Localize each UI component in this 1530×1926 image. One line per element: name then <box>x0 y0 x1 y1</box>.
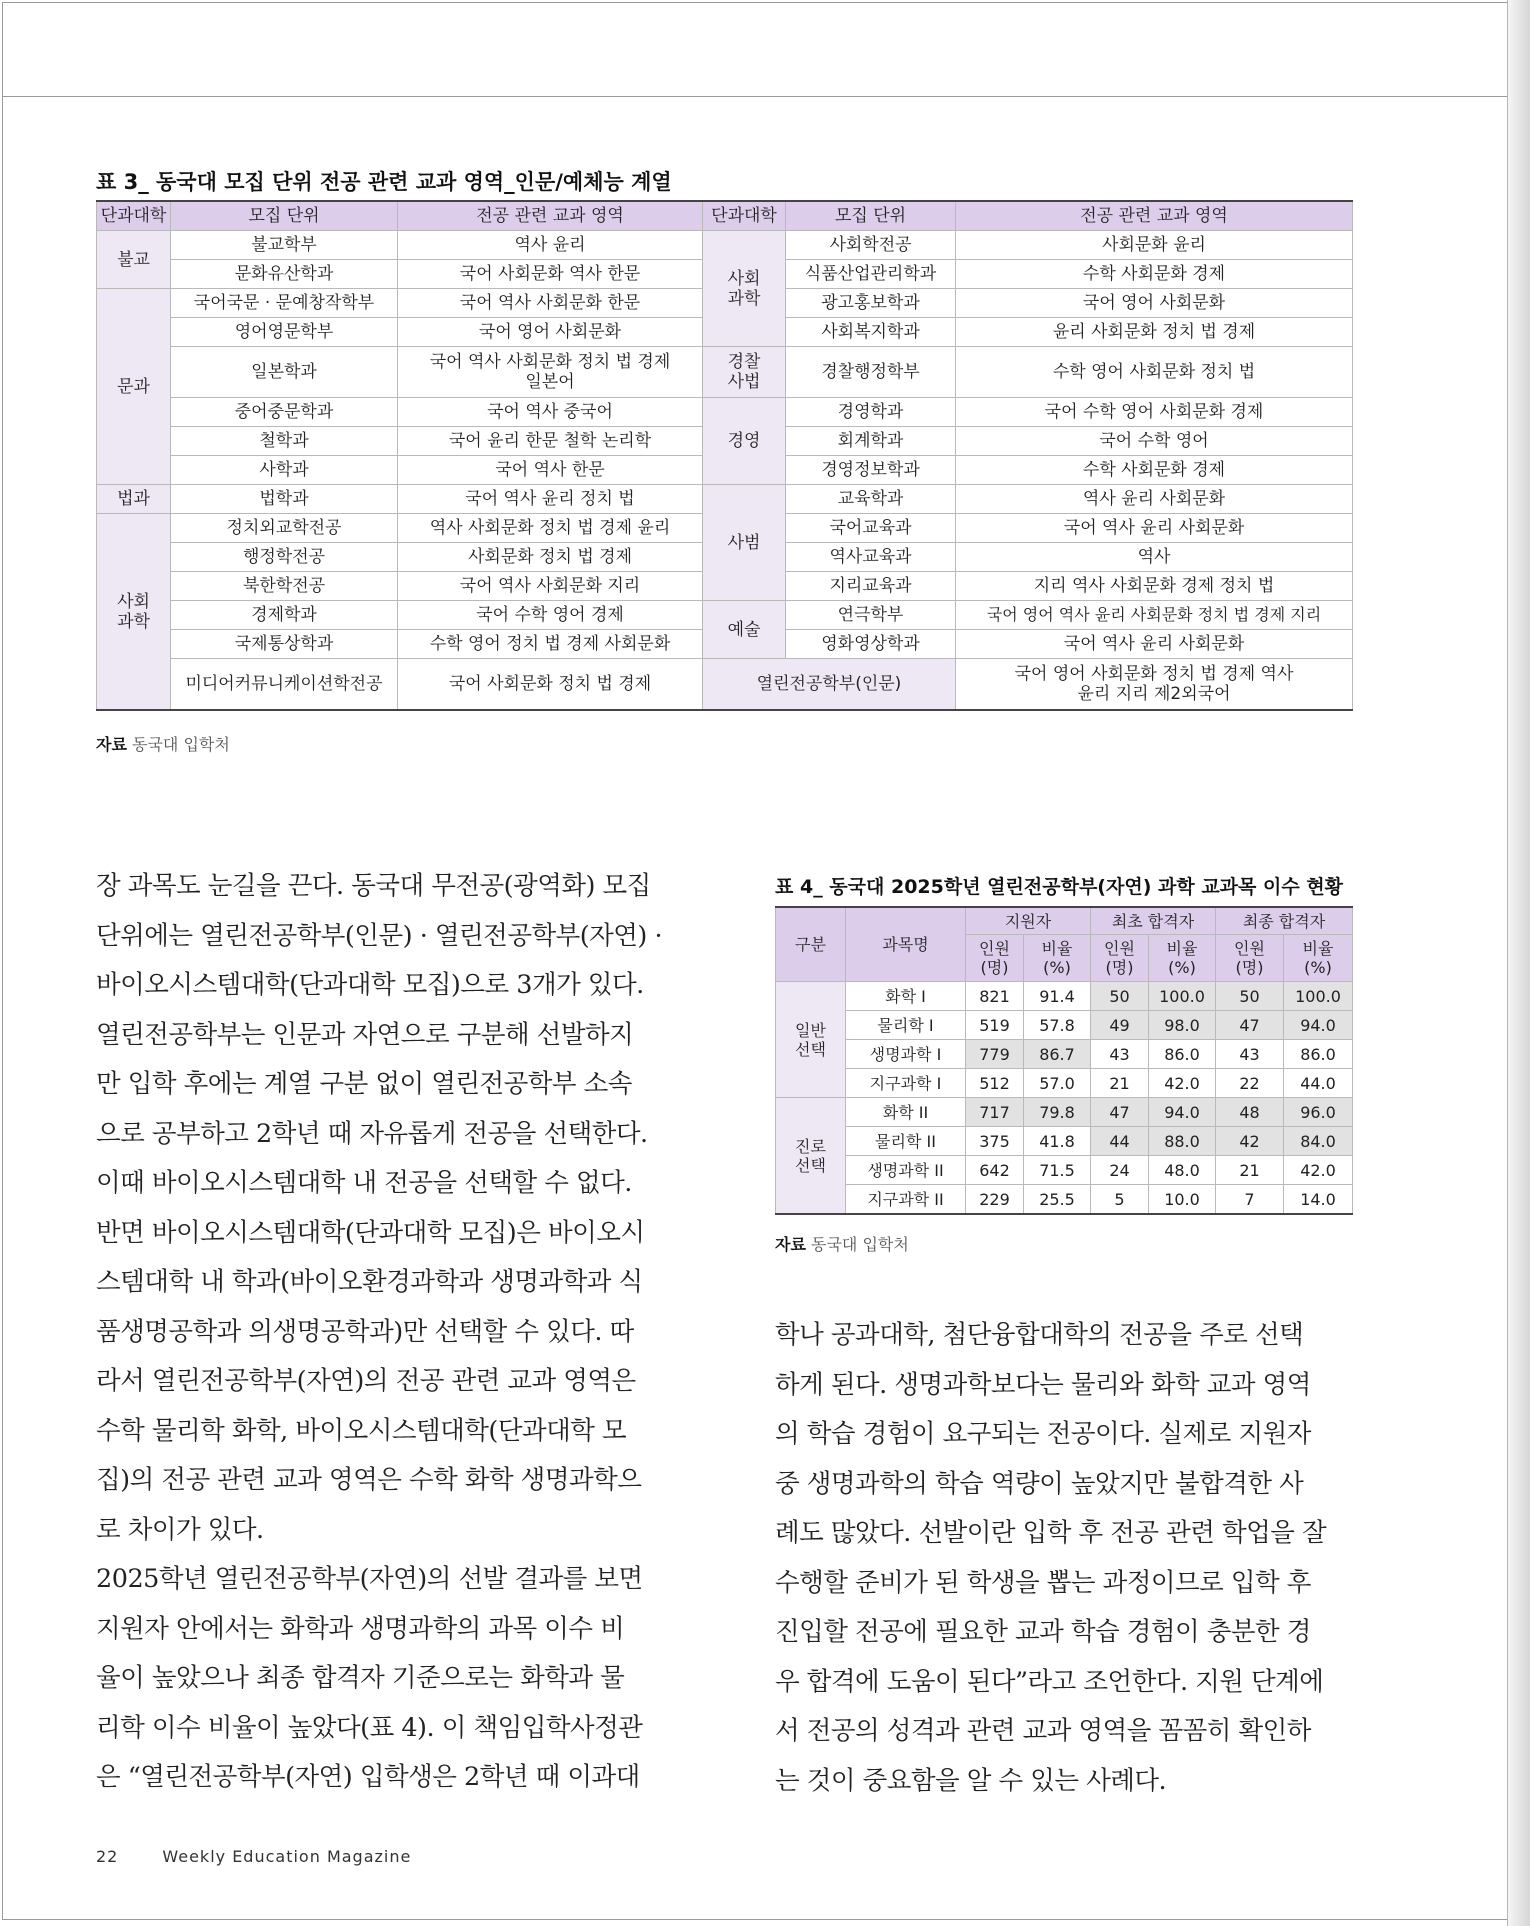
value-cell: 43 <box>1091 1040 1149 1069</box>
value-cell: 100.0 <box>1149 982 1216 1011</box>
header-cell: 전공 관련 교과 영역 <box>956 201 1353 231</box>
unit-cell: 경제학과 <box>171 601 398 630</box>
source-text: 동국대 입학처 <box>811 1235 909 1254</box>
unit-cell: 국어국문 · 문예창작학부 <box>171 289 398 318</box>
value-cell: 47 <box>1091 1098 1149 1127</box>
college-cell: 사회 과학 <box>97 514 171 711</box>
page-footer <box>96 1847 455 1866</box>
value-cell: 42.0 <box>1149 1069 1216 1098</box>
subjects-cell: 국어 영어 사회문화 정치 법 경제 역사 윤리 지리 제2외국어 <box>956 659 1353 711</box>
unit-cell: 행정학전공 <box>171 543 398 572</box>
header-cell: 비율 (%) <box>1284 935 1353 982</box>
header-cell: 최종 합격자 <box>1216 907 1353 935</box>
table-row <box>97 601 1353 630</box>
unit-cell: 정치외교학전공 <box>171 514 398 543</box>
table-row <box>776 982 1353 1011</box>
subject-cell: 생명과학 II <box>846 1156 966 1185</box>
body-line: 수학 물리학 화학, 바이오시스템대학(단과대학 모 <box>96 1415 627 1446</box>
value-cell: 86.0 <box>1149 1040 1216 1069</box>
subjects-cell: 역사 윤리 사회문화 <box>956 485 1353 514</box>
subjects-cell: 국어 역사 중국어 <box>398 398 703 427</box>
value-cell: 50 <box>1216 982 1284 1011</box>
unit-cell: 교육학과 <box>786 485 956 514</box>
body-line: 장 과목도 눈길을 끈다. 동국대 무전공(광역화) 모집 <box>96 871 651 901</box>
body-line: 로 차이가 있다. <box>96 1514 264 1545</box>
body-line: 중 생명과학의 학습 역량이 높았지만 불합격한 사 <box>775 1468 1304 1499</box>
subject-cell: 화학 II <box>846 1098 966 1127</box>
body-line: 리학 이수 비율이 높았다(표 4). 이 책임입학사정관 <box>96 1712 643 1743</box>
header-cell: 지원자 <box>966 907 1091 935</box>
table-row <box>97 659 1353 711</box>
value-cell: 94.0 <box>1284 1011 1353 1040</box>
college-cell: 사회 과학 <box>703 231 786 347</box>
unit-cell: 미디어커뮤니케이션학전공 <box>171 659 398 711</box>
body-line: 스템대학 내 학과(바이오환경과학과 생명과학과 식 <box>96 1267 643 1297</box>
body-line: 열린전공학부는 인문과 자연으로 구분해 선발하지 <box>96 1019 634 1050</box>
value-cell: 229 <box>966 1185 1024 1215</box>
value-cell: 21 <box>1216 1156 1284 1185</box>
unit-cell: 영화영상학과 <box>786 630 956 659</box>
subjects-cell: 역사 윤리 <box>398 231 703 260</box>
header-cell: 단과대학 <box>703 201 786 231</box>
value-cell: 88.0 <box>1149 1127 1216 1156</box>
body-line: 은 “열린전공학부(자연) 입학생은 2학년 때 이과대 <box>96 1762 640 1792</box>
value-cell: 49 <box>1091 1011 1149 1040</box>
college-cell: 사범 <box>703 485 786 601</box>
table-header-row <box>776 907 1353 935</box>
value-cell: 21 <box>1091 1069 1149 1098</box>
unit-cell: 법학과 <box>171 485 398 514</box>
unit-cell: 연극학부 <box>786 601 956 630</box>
table-row <box>776 1185 1353 1215</box>
subjects-cell: 국어 영어 사회문화 <box>398 318 703 347</box>
table4-title: 표 4_ 동국대 2025학년 열린전공학부(자연) 과학 교과목 이수 현황 <box>775 876 1344 898</box>
value-cell: 375 <box>966 1127 1024 1156</box>
table-row <box>776 1069 1353 1098</box>
college-cell: 예술 <box>703 601 786 659</box>
value-cell: 96.0 <box>1284 1098 1353 1127</box>
unit-cell: 경영정보학과 <box>786 456 956 485</box>
college-cell: 문과 <box>97 289 171 485</box>
subjects-cell: 국어 수학 영어 사회문화 경제 <box>956 398 1353 427</box>
body-line: 서 전공의 성격과 관련 교과 영역을 꼼꼼히 확인하 <box>775 1716 1311 1746</box>
table4-source <box>775 1232 909 1255</box>
unit-cell: 영어영문학부 <box>171 318 398 347</box>
body-line: 라서 열린전공학부(자연)의 전공 관련 교과 영역은 <box>96 1366 636 1396</box>
header-cell: 전공 관련 교과 영역 <box>398 201 703 231</box>
header-cell: 단과대학 <box>97 201 171 231</box>
header-cell: 비율 (%) <box>1149 935 1216 982</box>
unit-cell: 사회학전공 <box>786 231 956 260</box>
value-cell: 10.0 <box>1149 1185 1216 1215</box>
unit-cell: 경찰행정학부 <box>786 347 956 398</box>
college-cell: 경영 <box>703 398 786 485</box>
header-cell: 최초 합격자 <box>1091 907 1216 935</box>
value-cell: 94.0 <box>1149 1098 1216 1127</box>
value-cell: 5 <box>1091 1185 1149 1215</box>
value-cell: 519 <box>966 1011 1024 1040</box>
unit-cell: 사학과 <box>171 456 398 485</box>
value-cell: 98.0 <box>1149 1011 1216 1040</box>
unit-cell: 회계학과 <box>786 427 956 456</box>
unit-cell: 국어교육과 <box>786 514 956 543</box>
subjects-cell: 역사 <box>956 543 1353 572</box>
table-row <box>97 231 1353 260</box>
subjects-cell: 국어 역사 사회문화 정치 법 경제 일본어 <box>398 347 703 398</box>
top-rule <box>2 96 1511 97</box>
subjects-cell: 국어 역사 윤리 사회문화 <box>956 630 1353 659</box>
source-text: 동국대 입학처 <box>132 735 230 754</box>
unit-cell: 식품산업관리학과 <box>786 260 956 289</box>
value-cell: 642 <box>966 1156 1024 1185</box>
subjects-cell: 사회문화 윤리 <box>956 231 1353 260</box>
subjects-cell: 국어 역사 사회문화 지리 <box>398 572 703 601</box>
body-line: 수행할 준비가 된 학생을 뽑는 과정이므로 입학 후 <box>775 1567 1311 1598</box>
subjects-cell: 국어 역사 사회문화 한문 <box>398 289 703 318</box>
table3-source <box>96 732 230 755</box>
value-cell: 57.0 <box>1024 1069 1091 1098</box>
page-curl-edge <box>1507 0 1530 1926</box>
college-cell: 법과 <box>97 485 171 514</box>
table-row <box>776 1098 1353 1127</box>
table-row <box>776 1156 1353 1185</box>
subject-cell: 지구과학 II <box>846 1185 966 1215</box>
body-line: 으로 공부하고 2학년 때 자유롭게 전공을 선택한다. <box>96 1118 648 1149</box>
value-cell: 79.8 <box>1024 1098 1091 1127</box>
value-cell: 44.0 <box>1284 1069 1353 1098</box>
unit-cell: 광고홍보학과 <box>786 289 956 318</box>
body-line: 는 것이 중요함을 알 수 있는 사례다. <box>775 1765 1167 1796</box>
table-row <box>97 398 1353 427</box>
header-cell: 인원 (명) <box>1216 935 1284 982</box>
body-line: 품생명공학과 의생명공학과)만 선택할 수 있다. 따 <box>96 1316 634 1347</box>
table4 <box>775 906 1353 1215</box>
value-cell: 57.8 <box>1024 1011 1091 1040</box>
table-row <box>97 347 1353 398</box>
unit-cell: 경영학과 <box>786 398 956 427</box>
college-cell: 경찰 사법 <box>703 347 786 398</box>
value-cell: 48 <box>1216 1098 1284 1127</box>
subjects-cell: 국어 사회문화 역사 한문 <box>398 260 703 289</box>
value-cell: 91.4 <box>1024 982 1091 1011</box>
table-header-row <box>97 201 1353 231</box>
body-line: 의 학습 경험이 요구되는 전공이다. 실제로 지원자 <box>775 1419 1311 1449</box>
value-cell: 42 <box>1216 1127 1284 1156</box>
header-cell: 모집 단위 <box>786 201 956 231</box>
unit-cell: 역사교육과 <box>786 543 956 572</box>
subjects-cell: 국어 역사 윤리 정치 법 <box>398 485 703 514</box>
subjects-cell: 수학 영어 정치 법 경제 사회문화 <box>398 630 703 659</box>
value-cell: 24 <box>1091 1156 1149 1185</box>
value-cell: 779 <box>966 1040 1024 1069</box>
value-cell: 22 <box>1216 1069 1284 1098</box>
unit-cell: 국제통상학과 <box>171 630 398 659</box>
unit-cell: 중어중문학과 <box>171 398 398 427</box>
subject-cell: 물리학 I <box>846 1011 966 1040</box>
body-line: 2025학년 열린전공학부(자연)의 선발 결과를 보면 <box>96 1564 643 1594</box>
subjects-cell: 국어 역사 한문 <box>398 456 703 485</box>
value-cell: 50 <box>1091 982 1149 1011</box>
unit-cell: 일본학과 <box>171 347 398 398</box>
header-cell: 인원 (명) <box>966 935 1024 982</box>
unit-cell: 열린전공학부(인문) <box>703 659 956 711</box>
value-cell: 47 <box>1216 1011 1284 1040</box>
value-cell: 84.0 <box>1284 1127 1353 1156</box>
unit-cell: 사회복지학과 <box>786 318 956 347</box>
subjects-cell: 국어 영어 역사 윤리 사회문화 정치 법 경제 지리 <box>956 601 1353 630</box>
unit-cell: 철학과 <box>171 427 398 456</box>
subjects-cell: 수학 사회문화 경제 <box>956 456 1353 485</box>
value-cell: 86.7 <box>1024 1040 1091 1069</box>
subjects-cell: 국어 영어 사회문화 <box>956 289 1353 318</box>
value-cell: 512 <box>966 1069 1024 1098</box>
table-row <box>776 1127 1353 1156</box>
header-cell: 모집 단위 <box>171 201 398 231</box>
value-cell: 48.0 <box>1149 1156 1216 1185</box>
value-cell: 717 <box>966 1098 1024 1127</box>
subjects-cell: 역사 사회문화 정치 법 경제 윤리 <box>398 514 703 543</box>
subjects-cell: 수학 영어 사회문화 정치 법 <box>956 347 1353 398</box>
subjects-cell: 지리 역사 사회문화 경제 정치 법 <box>956 572 1353 601</box>
header-cell: 비율 (%) <box>1024 935 1091 982</box>
table-row <box>776 1011 1353 1040</box>
value-cell: 41.8 <box>1024 1127 1091 1156</box>
source-label: 자료 <box>96 735 127 754</box>
value-cell: 71.5 <box>1024 1156 1091 1185</box>
value-cell: 86.0 <box>1284 1040 1353 1069</box>
value-cell: 44 <box>1091 1127 1149 1156</box>
subjects-cell: 국어 윤리 한문 철학 논리학 <box>398 427 703 456</box>
body-line: 집)의 전공 관련 교과 영역은 수학 화학 생명과학으 <box>96 1465 642 1495</box>
body-line: 단위에는 열린전공학부(인문) · 열린전공학부(자연) · <box>96 920 663 951</box>
header-cell: 인원 (명) <box>1091 935 1149 982</box>
body-line: 하게 된다. 생명과학보다는 물리와 화학 교과 영역 <box>775 1369 1311 1400</box>
table-row <box>776 1040 1353 1069</box>
body-line: 학나 공과대학, 첨단융합대학의 전공을 주로 선택 <box>775 1320 1304 1350</box>
subjects-cell: 국어 수학 영어 <box>956 427 1353 456</box>
body-column-left <box>96 862 662 1803</box>
table3-title: 표 3_ 동국대 모집 단위 전공 관련 교과 영역_인문/예체능 계열 <box>96 170 672 194</box>
subject-cell: 지구과학 I <box>846 1069 966 1098</box>
body-line: 례도 많았다. 선발이란 입학 후 전공 관련 학업을 잘 <box>775 1518 1327 1548</box>
table3 <box>96 200 1353 711</box>
value-cell: 14.0 <box>1284 1185 1353 1215</box>
value-cell: 42.0 <box>1284 1156 1353 1185</box>
body-line: 반면 바이오시스템대학(단과대학 모집)은 바이오시 <box>96 1217 645 1248</box>
value-cell: 43 <box>1216 1040 1284 1069</box>
body-column-right <box>775 1311 1326 1806</box>
category-cell: 일반 선택 <box>776 982 846 1098</box>
table-row <box>97 485 1353 514</box>
body-line: 진입할 전공에 필요한 교과 학습 경험이 충분한 경 <box>775 1617 1311 1647</box>
subjects-cell: 국어 역사 윤리 사회문화 <box>956 514 1353 543</box>
subjects-cell: 수학 사회문화 경제 <box>956 260 1353 289</box>
subject-cell: 물리학 II <box>846 1127 966 1156</box>
source-label: 자료 <box>775 1235 806 1254</box>
unit-cell: 문화유산학과 <box>171 260 398 289</box>
header-cell: 과목명 <box>846 907 966 982</box>
value-cell: 821 <box>966 982 1024 1011</box>
body-line: 지원자 안에서는 화학과 생명과학의 과목 이수 비 <box>96 1613 625 1644</box>
subject-cell: 화학 I <box>846 982 966 1011</box>
header-cell: 구분 <box>776 907 846 982</box>
page-number: 22 <box>96 1847 119 1866</box>
body-line: 만 입학 후에는 계열 구분 없이 열린전공학부 소속 <box>96 1069 632 1099</box>
body-line: 바이오시스템대학(단과대학 모집)으로 3개가 있다. <box>96 970 644 1000</box>
subjects-cell: 국어 사회문화 정치 법 경제 <box>398 659 703 711</box>
subjects-cell: 윤리 사회문화 정치 법 경제 <box>956 318 1353 347</box>
college-cell: 불교 <box>97 231 171 289</box>
value-cell: 100.0 <box>1284 982 1353 1011</box>
body-line: 이때 바이오시스템대학 내 전공을 선택할 수 없다. <box>96 1168 632 1198</box>
value-cell: 25.5 <box>1024 1185 1091 1215</box>
body-line: 율이 높았으나 최종 합격자 기준으로는 화학과 물 <box>96 1663 625 1693</box>
category-cell: 진로 선택 <box>776 1098 846 1215</box>
subjects-cell: 사회문화 정치 법 경제 <box>398 543 703 572</box>
unit-cell: 북한학전공 <box>171 572 398 601</box>
value-cell: 7 <box>1216 1185 1284 1215</box>
body-line: 우 합격에 도움이 된다”라고 조언한다. 지원 단계에 <box>775 1666 1324 1697</box>
unit-cell: 지리교육과 <box>786 572 956 601</box>
subject-cell: 생명과학 I <box>846 1040 966 1069</box>
unit-cell: 불교학부 <box>171 231 398 260</box>
magazine-name: Weekly Education Magazine <box>162 1847 412 1866</box>
subjects-cell: 국어 수학 영어 경제 <box>398 601 703 630</box>
